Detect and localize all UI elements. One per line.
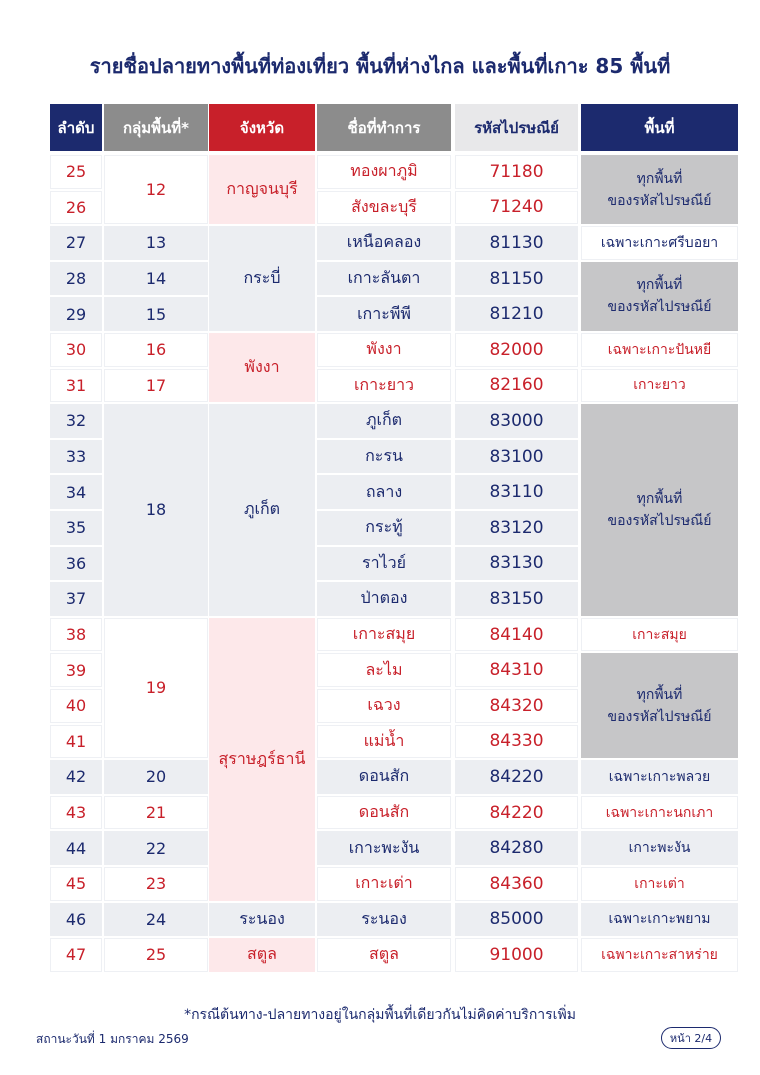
row-number: 39 bbox=[50, 653, 102, 687]
area-description bbox=[581, 404, 738, 616]
row-number: 43 bbox=[50, 796, 102, 830]
row-number: 36 bbox=[50, 547, 102, 581]
area-text-line: เฉพาะเกาะพยาม bbox=[608, 911, 711, 928]
row-number: 42 bbox=[50, 760, 102, 794]
header-postcode: รหัสไปรษณีย์ bbox=[455, 104, 578, 151]
province-name: ระนอง bbox=[209, 903, 315, 937]
header-province: จังหวัด bbox=[209, 104, 315, 151]
row-number: 31 bbox=[50, 369, 102, 403]
area-text-line: เกาะสมุย bbox=[632, 626, 687, 643]
area-text-line: เกาะยาว bbox=[633, 377, 686, 394]
row-number: 34 bbox=[50, 475, 102, 509]
area-description bbox=[581, 760, 738, 794]
header-group: กลุ่มพื้นที่* bbox=[104, 104, 208, 151]
office-name: ระนอง bbox=[317, 903, 451, 937]
postcode: 83130 bbox=[455, 547, 578, 581]
page-title: รายชื่อปลายทางพื้นที่ท่องเที่ยว พื้นที่ห่างไกล และพื้นที่เกาะ 85 พื้นที่ bbox=[89, 54, 671, 78]
area-description bbox=[581, 653, 738, 758]
postcode: 84220 bbox=[455, 760, 578, 794]
footnote: *กรณีต้นทาง-ปลายทางอยู่ในกลุ่มพื้นที่เดียวกันไม่คิดค่าบริการเพิ่ม bbox=[184, 1007, 576, 1023]
office-name: แม่น้ำ bbox=[317, 725, 451, 759]
row-number: 28 bbox=[50, 262, 102, 296]
postcode: 83000 bbox=[455, 404, 578, 438]
area-text-line: เฉพาะเกาะปันหยี bbox=[607, 341, 712, 358]
postcode: 82160 bbox=[455, 369, 578, 403]
postcode: 71180 bbox=[455, 155, 578, 189]
office-name: ดอนสัก bbox=[317, 796, 451, 830]
office-name: เกาะพีพี bbox=[317, 297, 451, 331]
office-name: ทองผาภูมิ bbox=[317, 155, 451, 189]
postcode: 84320 bbox=[455, 689, 578, 723]
province-name: ภูเก็ต bbox=[209, 404, 315, 616]
province-name: สุราษฎร์ธานี bbox=[209, 618, 315, 901]
postcode: 85000 bbox=[455, 903, 578, 937]
office-name: ละไม bbox=[317, 653, 451, 687]
office-name: ดอนสัก bbox=[317, 760, 451, 794]
postcode: 82000 bbox=[455, 333, 578, 367]
row-number: 33 bbox=[50, 440, 102, 474]
area-group: 25 bbox=[104, 938, 208, 972]
postcode: 84280 bbox=[455, 831, 578, 865]
row-number: 25 bbox=[50, 155, 102, 189]
row-number: 40 bbox=[50, 689, 102, 723]
row-number: 44 bbox=[50, 831, 102, 865]
row-number: 35 bbox=[50, 511, 102, 545]
header-office: ชื่อที่ทำการ bbox=[317, 104, 451, 151]
province-name: กาญจนบุรี bbox=[209, 155, 315, 224]
postcode: 83100 bbox=[455, 440, 578, 474]
area-group: 12 bbox=[104, 155, 208, 224]
province-name: กระบี่ bbox=[209, 226, 315, 331]
postcode: 83110 bbox=[455, 475, 578, 509]
area-description bbox=[581, 333, 738, 367]
area-group: 23 bbox=[104, 867, 208, 901]
office-name: เกาะเต่า bbox=[317, 867, 451, 901]
area-group: 17 bbox=[104, 369, 208, 403]
area-group: 20 bbox=[104, 760, 208, 794]
row-number: 27 bbox=[50, 226, 102, 260]
row-number: 37 bbox=[50, 582, 102, 616]
area-text-line: ทุกพื้นที่ bbox=[636, 490, 683, 507]
province-name: สตูล bbox=[209, 938, 315, 972]
postcode: 71240 bbox=[455, 191, 578, 225]
postcode: 84310 bbox=[455, 653, 578, 687]
area-text-line: ของรหัสไปรษณีย์ bbox=[607, 299, 712, 316]
area-text-line: ของรหัสไปรษณีย์ bbox=[607, 512, 712, 529]
area-group: 16 bbox=[104, 333, 208, 367]
province-name: พังงา bbox=[209, 333, 315, 402]
office-name: ถลาง bbox=[317, 475, 451, 509]
area-group: 19 bbox=[104, 618, 208, 758]
postcode: 83120 bbox=[455, 511, 578, 545]
postcode: 84220 bbox=[455, 796, 578, 830]
area-text-line: เฉพาะเกาะสาหร่าย bbox=[601, 946, 718, 963]
postcode: 83150 bbox=[455, 582, 578, 616]
area-group: 18 bbox=[104, 404, 208, 616]
area-description bbox=[581, 938, 738, 972]
area-group: 24 bbox=[104, 903, 208, 937]
office-name: พังงา bbox=[317, 333, 451, 367]
postcode: 81130 bbox=[455, 226, 578, 260]
page-indicator: หน้า 2/4 bbox=[661, 1027, 721, 1049]
area-description bbox=[581, 796, 738, 830]
area-text-line: เฉพาะเกาะพลวย bbox=[608, 768, 711, 785]
area-group: 22 bbox=[104, 831, 208, 865]
row-number: 38 bbox=[50, 618, 102, 652]
row-number: 45 bbox=[50, 867, 102, 901]
area-text-line: ของรหัสไปรษณีย์ bbox=[607, 708, 712, 725]
area-text-line: ทุกพื้นที่ bbox=[636, 170, 683, 187]
office-name: สตูล bbox=[317, 938, 451, 972]
area-text-line: เฉพาะเกาะศรีบอยา bbox=[600, 234, 719, 251]
area-description bbox=[581, 155, 738, 224]
area-text-line: ทุกพื้นที่ bbox=[636, 686, 683, 703]
area-description bbox=[581, 867, 738, 901]
status-date: สถานะวันที่ 1 มกราคม 2569 bbox=[36, 1032, 189, 1046]
area-group: 21 bbox=[104, 796, 208, 830]
office-name: กะรน bbox=[317, 440, 451, 474]
office-name: เกาะลันตา bbox=[317, 262, 451, 296]
postcode: 81210 bbox=[455, 297, 578, 331]
postcode: 84330 bbox=[455, 725, 578, 759]
area-text-line: เกาะพะงัน bbox=[628, 840, 691, 857]
office-name: เหนือคลอง bbox=[317, 226, 451, 260]
postcode: 84360 bbox=[455, 867, 578, 901]
area-group: 15 bbox=[104, 297, 208, 331]
office-name: สังขละบุรี bbox=[317, 191, 451, 225]
area-description bbox=[581, 618, 738, 652]
office-name: เกาะพะงัน bbox=[317, 831, 451, 865]
postcode: 81150 bbox=[455, 262, 578, 296]
row-number: 32 bbox=[50, 404, 102, 438]
office-name: เกาะยาว bbox=[317, 369, 451, 403]
area-text-line: เกาะเต่า bbox=[634, 875, 685, 892]
area-group: 13 bbox=[104, 226, 208, 260]
header-order: ลำดับ bbox=[50, 104, 102, 151]
area-text-line: ของรหัสไปรษณีย์ bbox=[607, 192, 712, 209]
office-name: เฉวง bbox=[317, 689, 451, 723]
office-name: ป่าตอง bbox=[317, 582, 451, 616]
office-name: ภูเก็ต bbox=[317, 404, 451, 438]
office-name: กระทู้ bbox=[317, 511, 451, 545]
row-number: 47 bbox=[50, 938, 102, 972]
area-text-line: เฉพาะเกาะนกเภา bbox=[605, 804, 714, 821]
header-area: พื้นที่ bbox=[581, 104, 738, 151]
row-number: 26 bbox=[50, 191, 102, 225]
postcode: 91000 bbox=[455, 938, 578, 972]
row-number: 41 bbox=[50, 725, 102, 759]
area-description bbox=[581, 262, 738, 331]
row-number: 46 bbox=[50, 903, 102, 937]
postcode: 84140 bbox=[455, 618, 578, 652]
area-description bbox=[581, 903, 738, 937]
office-name: ราไวย์ bbox=[317, 547, 451, 581]
office-name: เกาะสมุย bbox=[317, 618, 451, 652]
area-text-line: ทุกพื้นที่ bbox=[636, 277, 683, 294]
area-group: 14 bbox=[104, 262, 208, 296]
area-description bbox=[581, 369, 738, 403]
area-description bbox=[581, 226, 738, 260]
row-number: 29 bbox=[50, 297, 102, 331]
row-number: 30 bbox=[50, 333, 102, 367]
area-description bbox=[581, 831, 738, 865]
